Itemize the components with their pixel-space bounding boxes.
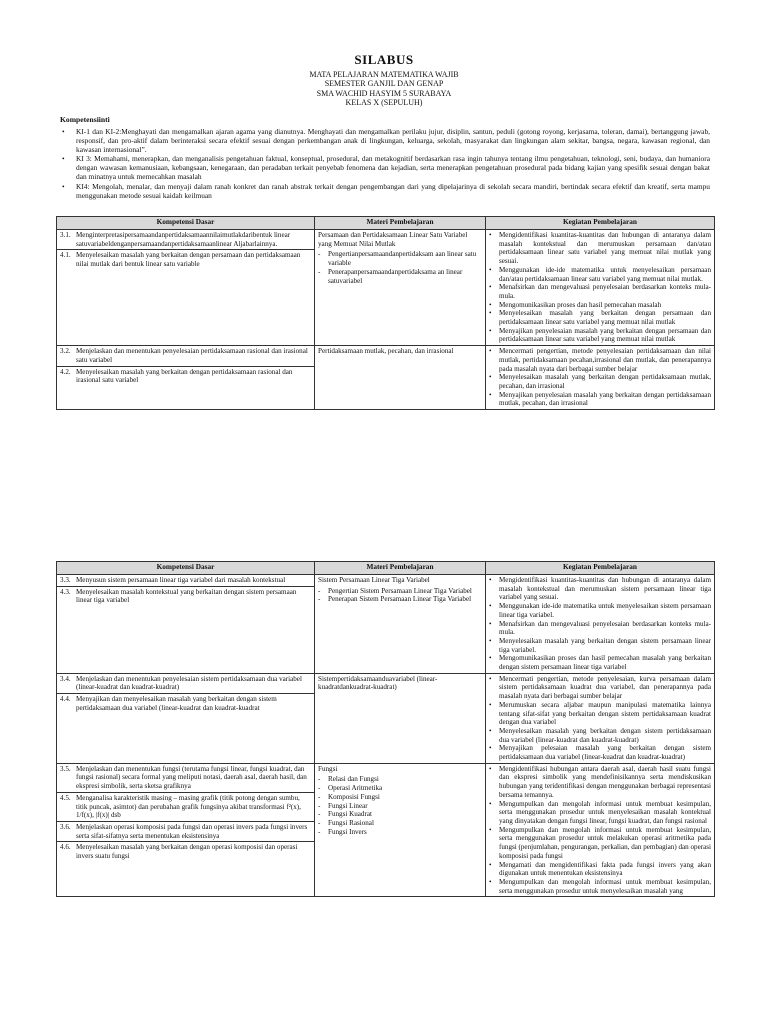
table-row <box>57 763 715 897</box>
bullet-icon: • <box>489 326 492 335</box>
kegiatan-item: • Menyelesaikan masalah yang berkaitan dengan sistem pertidaksamaan dua variabel (linear-kuadrat dan kuadrat-kuadrat) <box>489 726 711 744</box>
materi-item: - Fungsi Kuadrat <box>318 810 372 819</box>
kegiatan-item: • Mencermati pengertian, metode penyelesaian pertidaksamaan dan nilai mutlak, pertidaksamaan pecahan,irrasional dan mutlak, dan penerapannya pada masalah nyata dari berbagai sumber belajar <box>489 347 711 373</box>
kd-divider <box>57 821 314 822</box>
kompetensi-dasar-cell <box>57 763 315 897</box>
kd-divider <box>57 693 314 694</box>
kd-number: 3.1. <box>60 231 71 239</box>
dash-icon: - <box>318 827 321 836</box>
kd-item <box>60 675 311 692</box>
materi-item: - Pengertian Sistem Persamaan Linear Tiga Variabel <box>318 586 472 595</box>
kompetensi-inti-list <box>62 127 710 200</box>
bullet-icon: • <box>62 154 65 164</box>
bullet-icon: • <box>489 619 492 628</box>
kd-text: Menyelesaikan masalah yang berkaitan dengan operasi komposisi dan operasi invers suatu fungsi <box>76 843 298 861</box>
kompetensi-dasar-cell <box>57 346 315 410</box>
kd-number: 4.2. <box>60 367 71 376</box>
dash-icon: - <box>318 595 321 604</box>
syllabus-table-1 <box>56 216 715 410</box>
bullet-icon: • <box>62 181 65 191</box>
kd-item <box>60 347 311 364</box>
dash-icon: - <box>318 775 321 784</box>
dash-icon: - <box>318 267 321 276</box>
bullet-icon: • <box>489 300 492 309</box>
subtitle-semester: SEMESTER GANJIL DAN GENAP <box>324 79 444 89</box>
kd-text: Menyelesaikan masalah yang berkaitan dengan persamaan dan pertidaksamaan nilai mutlak dari bentuk linear satu variable <box>76 251 301 269</box>
kegiatan-cell <box>486 763 715 897</box>
materi-item: - Relasi dan Fungsi <box>318 775 379 784</box>
materi-title: Sistempertidaksamaanduavariabel (linear-kuadratdankuadrat-kuadrat) <box>318 674 438 692</box>
kompetensi-inti-heading: Kompetensiinti <box>60 115 110 124</box>
bullet-icon: • <box>489 390 492 399</box>
bullet-icon: • <box>489 700 492 709</box>
materi-item: - Komposisi Fungsi <box>318 792 380 801</box>
kd-number: 3.3. <box>60 576 71 584</box>
materi-list <box>318 250 482 285</box>
kegiatan-item: • Mengumpulkan dan mengolah informasi untuk membuat kesimpulan, serta menggunakan prosedur untuk menyelesaikan masalah kontektual yang dinyatakan dengan fungsi linear, fungsi kuadrat, dan fungsi rasional <box>489 799 711 825</box>
kd-number: 4.6. <box>60 843 71 852</box>
bullet-icon: • <box>489 860 492 869</box>
bullet-icon: • <box>489 764 492 773</box>
bullet-icon: • <box>489 373 492 382</box>
document-title: SILABUS <box>354 52 414 67</box>
kegiatan-item: • Menggunakan ide-ide matematika untuk menyelesaikan persamaan dan/atau pertidaksamaan linear satu variabel yang memuat nilai mutlak. <box>489 265 711 283</box>
kegiatan-item: • Menyelesaikan masalah yang berkaitan dengan pertidaksamaan mutlak, pecahan, dan irrasional <box>489 373 711 390</box>
kd-number: 3.6. <box>60 822 71 831</box>
bullet-icon: • <box>489 231 492 239</box>
kompetensi-dasar-cell <box>57 230 315 346</box>
dash-icon: - <box>318 801 321 810</box>
kd-number: 4.5. <box>60 793 71 802</box>
materi-item: - Penerapan Sistem Persamaan Linear Tiga Variabel <box>318 595 472 604</box>
materi-title: Fungsi <box>318 764 338 773</box>
kd-number: 4.3. <box>60 587 71 596</box>
kd-item <box>60 765 311 791</box>
materi-cell <box>315 230 486 346</box>
dash-icon: - <box>318 784 321 793</box>
kegiatan-item: • Mengumpulkan dan mengolah informasi untuk membuat kesimpulan, serta menggunakan prosedur untuk menyelesaikan masalah yang <box>489 877 711 895</box>
kd-item <box>60 251 311 268</box>
kegiatan-cell <box>486 230 715 346</box>
materi-item: - Fungsi Invers <box>318 827 367 836</box>
kegiatan-item: • Menyelesaikan masalah yang berkaitan dengan persamaan dan pertidaksamaan linear satu variabel yang memuat nilai mutlak <box>489 309 711 327</box>
kegiatan-item: • Menafsirkan dan mengevaluasi penyelesaian berdasarkan konteks mula-mula. <box>489 283 711 300</box>
kegiatan-item: • Mengidentifikasi kuantitas-kuantitas dan hubungan di antaranya dalam masalah kontekstual dan merumuskan persamaan dan/atau pertidaksamaan linear satu variabel yang memuat nilai mutlak yang sesuai. <box>489 231 711 266</box>
kegiatan-item: • Menyelesaikan masalah yang berkaitan dengan sistem persamaan linear tiga variabel. <box>489 636 711 654</box>
table-row <box>57 346 715 410</box>
kd-item <box>60 588 311 605</box>
materi-item: - Pengertianpersamaandanpertidaksam aan linear satu variable <box>318 250 477 268</box>
bullet-icon: • <box>489 347 492 356</box>
kd-item <box>60 794 311 820</box>
kompetensi-dasar-cell <box>57 575 315 674</box>
kegiatan-item: • Menyajikan penyelesaian masalah yang berkaitan dengan persamaan dan pertidaksamaan linear satu variabel yang memuat nilai mutlak <box>489 326 711 344</box>
kegiatan-list <box>489 675 711 762</box>
kd-item <box>60 576 311 585</box>
materi-item: - Fungsi Rasional <box>318 818 374 827</box>
kd-divider <box>57 586 314 587</box>
bullet-icon: • <box>489 726 492 735</box>
kd-divider <box>57 792 314 793</box>
table-row <box>57 673 715 763</box>
table-row <box>57 230 715 346</box>
kegiatan-item: • Mencermati pengertian, metode penyelesaian, kurva persamaan dalam sistem pertidaksamaan kuadrat dua variabel, dan penerapannya pada masalah nyata dari berbagai sumber belajar <box>489 674 711 701</box>
kd-text: Menganalisa karakteristik masing – masing grafik (titik potong dengan sumbu, titik puncak, asimtot) dan perubahan grafik fungsinya akibat transformasi f²(x), 1/f(x), |f(x)| dsb <box>76 793 301 820</box>
kd-text: Menginterpretasipersamaandanpertidaksamaannilaimutlakdaribentuk linear satuvariabeldenganpersamaandanpertidaksamaanlinear Aljabarlainnya. <box>76 231 291 248</box>
kd-divider <box>57 366 314 367</box>
header-kompetensi-dasar: Kompetensi Dasar <box>57 217 315 230</box>
kegiatan-list <box>489 765 711 896</box>
kd-text: Menyelesaikan masalah yang berkaitan dengan pertidaksamaan rasional dan irasional satu variabel <box>76 367 293 385</box>
bullet-icon: • <box>489 283 492 292</box>
materi-item: - Penerapanpersamaandanpertidaksama an linear satuvariabel <box>318 267 463 285</box>
kd-text: Menjelaskan dan menentukan penyelesaian pertidaksamaan rasional dan irasional satu variabel <box>76 347 308 364</box>
kd-divider <box>57 249 314 250</box>
kegiatan-cell <box>486 575 715 674</box>
kegiatan-list <box>489 231 711 344</box>
kegiatan-list <box>489 576 711 672</box>
bullet-icon: • <box>489 265 492 274</box>
bullet-icon: • <box>489 744 492 753</box>
dash-icon: - <box>318 586 321 595</box>
table-header-row <box>57 217 715 230</box>
dash-icon: - <box>318 810 321 819</box>
bullet-icon: • <box>489 576 492 584</box>
kd-item <box>60 368 311 385</box>
kd-number: 3.5. <box>60 764 71 773</box>
header-materi-pembelajaran: Materi Pembelajaran <box>315 562 486 575</box>
kd-text: Menyelesaikan masalah kontekstual yang berkaitan dengan sistem persamaan linear tiga variabel <box>76 587 297 605</box>
materi-item: - Operasi Aritmetika <box>318 784 383 793</box>
materi-list <box>318 587 482 604</box>
materi-item: - Fungsi Linear <box>318 801 368 810</box>
dash-icon: - <box>318 250 321 259</box>
dash-icon: - <box>318 818 321 827</box>
kegiatan-item: • Mengomunikasikan proses dan hasil pemecahan masalah yang berkaitan dengan sistem persamaan linear tiga variabel <box>489 654 711 672</box>
kd-text: Menyajikan dan menyelesaikan masalah yang berkaitan dengan sistem pertidaksamaan dua variabel (linear-kuadrat dan kuadrat-kuadrat <box>76 695 277 712</box>
ki-item: • KI4: Mengolah, menalar, dan menyaji dalam ranah konkret dan ranah abstrak terkait dengan pengembangan dari yang dipelajarinya di sekolah secara mandiri, bertindak secara efektif dan kreatif, serta mampu menggunakan metode sesuai kaidah keilmuan <box>62 181 710 200</box>
materi-cell <box>315 575 486 674</box>
kd-number: 3.4. <box>60 674 71 683</box>
kd-number: 3.2. <box>60 347 71 356</box>
kd-text: Menyusun sistem persamaan linear tiga variabel dari masalah kontekstual <box>76 576 286 584</box>
kegiatan-item: • Menafsirkan dan mengevaluasi penyelesaian berdasarkan konteks mula-mula. <box>489 619 711 637</box>
bullet-icon: • <box>489 309 492 318</box>
kegiatan-cell <box>486 673 715 763</box>
materi-title: Persamaan dan Pertidaksamaan Linear Satu Variabel yang Memuat Nilai Mutlak <box>318 231 468 248</box>
kegiatan-item: • Menyajikan penyelesaian masalah yang berkaitan dengan pertidaksamaan mutlak, pecahan, dan irrasional <box>489 390 711 408</box>
header-kegiatan-pembelajaran: Kegiatan Pembelajaran <box>486 217 715 230</box>
materi-cell <box>315 763 486 897</box>
subtitle-subject: MATA PELAJARAN MATEMATIKA WAJIB <box>309 70 459 79</box>
bullet-icon: • <box>489 799 492 808</box>
kegiatan-list <box>489 347 711 408</box>
bullet-icon: • <box>489 654 492 663</box>
table-header-row <box>57 562 715 575</box>
ki-item: • KI 3: Memahami, menerapkan, dan menganalisis pengetahuan faktual, konseptual, prosedural, dan metakognitif berdasarkan rasa ingin tahunya tentang ilmu pengetahuan, teknologi, seni, budaya, dan humaniora dengan wawasan kemanusiaan, kebangsaan, kenegaraan, dan peradaban terkait penyebab fenomena dan kejadian, serta menerapkan pengetahuan prosedural pada bidang kajian yang spesifik sesuai dengan bakat dan minatnya untuk memecahkan masalah <box>62 154 710 182</box>
bullet-icon: • <box>489 825 492 834</box>
kegiatan-item: • Mengumpulkan dan mengolah informasi untuk membuat kesimpulan, serta menggunakan prosedur untuk melakukan operasi aritmetika pada fungsi (penjumlahan, pengurangan, perkalian, dan pembagian) dan operasi komposisi pada fungsi <box>489 825 711 860</box>
kd-number: 4.4. <box>60 695 71 704</box>
kd-number: 4.1. <box>60 251 71 260</box>
table-row <box>57 575 715 674</box>
kd-text: Menjelaskan dan menentukan fungsi (terutama fungsi linear, fungsi kuadrat, dan fungsi rasional) secara formal yang meliputi notasi, daerah asal, daerah hasil, dan ekspresi simbolik, serta sketsa grafiknya <box>76 764 307 791</box>
syllabus-table-2 <box>56 561 715 897</box>
bullet-icon: • <box>62 127 65 136</box>
materi-title: Sistem Persamaan Linear Tiga Variabel <box>318 576 430 584</box>
kd-item <box>60 231 311 248</box>
kegiatan-item: • Mengidentifikasi hubungan antara daerah asal, daerah hasil suatu fungsi dan ekspresi simbolik yang mendefinisikannya serta mendiskusikan hubungan yang teridentifikasi dengan menggunakan berbagai representasi bersama temannya. <box>489 764 711 799</box>
kd-text: Menjelaskan dan menentukan penyelesaian sistem pertidaksamaan dua variabel (linear-kuadrat dan kuadrat-kuadrat) <box>76 674 302 692</box>
materi-cell <box>315 346 486 410</box>
subtitle-class: KELAS X (SEPULUH) <box>345 98 423 108</box>
dash-icon: - <box>318 792 321 801</box>
kegiatan-item: • Mengidentifikasi kuantitas-kuantitas dan hubungan di antaranya dalam masalah kontekstual dan merumuskan sistem persamaan linear tiga variabel yang sesuai. <box>489 576 711 602</box>
kegiatan-item: • Mengamati dan mengidentifikasi fakta pada fungsi invers yang akan digunakan untuk menentukan eksistensinya <box>489 860 711 878</box>
kegiatan-item: • Mengomunikasikan proses dan hasil pemecahan masalah <box>489 300 662 309</box>
bullet-icon: • <box>489 602 492 611</box>
kd-divider <box>57 841 314 842</box>
kegiatan-item: • Merumuskan secara aljabar maupun manipulasi matematika lainnya tentang sifat-sifat yang berkaitan dengan sistem pertidaksamaan kuadrat dengan dua variabel <box>489 700 711 727</box>
ki-item: • KI-1 dan KI-2:Menghayati dan mengamalkan ajaran agama yang dianutnya. Menghayati dan mengamalkan perilaku jujur, disiplin, santun, peduli (gotong royong, kerjasama, toleran, damai), bertanggung jawab, responsif, dan pro-aktif dalam berinteraksi secara efektif sesuai dengan perkembangan anak di lingkungan, keluarga, sekolah, masyarakat dan lingkungan alam sekitar, bangsa, negara, kawasan regional, dan kawasan internasional”. <box>62 127 710 155</box>
bullet-icon: • <box>489 674 492 683</box>
kegiatan-item: • Menggunakan ide-ide matematika untuk menyelesaikan sistem persamaan linear tiga variabel. <box>489 602 711 619</box>
header-kegiatan-pembelajaran: Kegiatan Pembelajaran <box>486 562 715 575</box>
document-subtitles <box>0 70 768 108</box>
kompetensi-dasar-cell <box>57 673 315 763</box>
materi-cell <box>315 673 486 763</box>
kd-item <box>60 823 311 840</box>
kd-item <box>60 843 311 860</box>
bullet-icon: • <box>489 877 492 886</box>
subtitle-school: SMA WACHID HASYIM 5 SURABAYA <box>316 88 452 98</box>
materi-title: Pertidaksamaan mutlak, pecahan, dan irrasional <box>318 347 454 356</box>
kegiatan-cell <box>486 346 715 410</box>
kd-item <box>60 695 311 712</box>
header-kompetensi-dasar: Kompetensi Dasar <box>57 562 315 575</box>
kegiatan-item: • Menyajikan pelesaian masalah yang berkaitan dengan sistem pertidaksamaan dua variabel (linear-kuadrat dan kuadrat-kuadrat) <box>489 744 711 762</box>
bullet-icon: • <box>489 636 492 645</box>
kd-text: Menjelaskan operasi komposisi pada fungsi dan operasi invers pada fungsi invers serta sifat-sifatnya serta menentukan eksistensinya <box>76 822 308 840</box>
header-materi-pembelajaran: Materi Pembelajaran <box>315 217 486 230</box>
materi-list <box>318 775 482 836</box>
